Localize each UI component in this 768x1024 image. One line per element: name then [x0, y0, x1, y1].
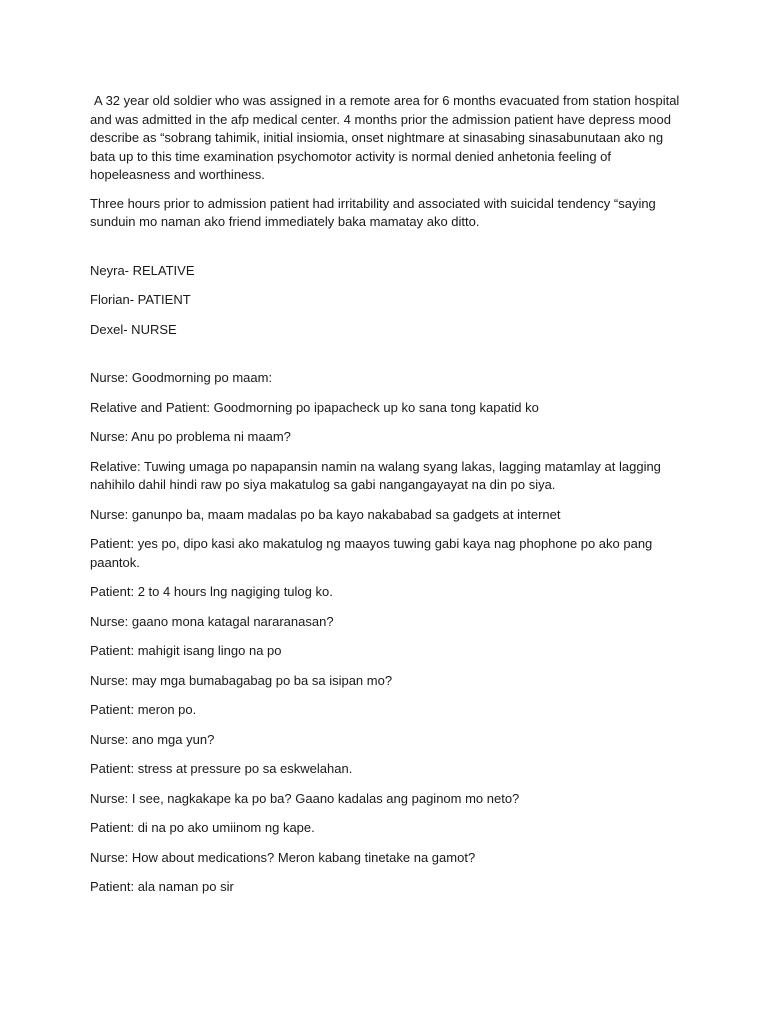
dialogue-line: Nurse: ganunpo ba, maam madalas po ba kayo nakababad sa gadgets at internet [90, 506, 561, 522]
case-description-paragraph: A 32 year old soldier who was assigned in a remote area for 6 months evacuated from station hospital and was admitted in the afp medical center. 4 months prior the admission patient have depress mood describe as “sobrang tahimik, initial insiomia, onset nightmare at sinasabing sinasabunutaan ako ng bata up to this time examination psychomotor activity is normal denied anhetonia feeling of hopeleasness and worthiness. [90, 93, 680, 182]
dialogue-line: Patient: 2 to 4 hours lng nagiging tulog ko. [90, 584, 333, 599]
dialogue-line: Patient: di na po ako umiinom ng kape. [90, 820, 315, 835]
dialogue-line: Patient: ala naman po sir [90, 879, 234, 894]
case-history-paragraph: Three hours prior to admission patient had irritability and associated with suicidal tendency “saying sunduin mo naman ako friend immediately baka mamatay ako ditto. [90, 195, 656, 229]
role-relative: Neyra- RELATIVE [90, 262, 195, 278]
role-patient: Florian- PATIENT [90, 292, 191, 307]
document-page [90, 92, 690, 897]
dialogue-line: Nurse: How about medications? Meron kabang tinetake na gamot? [90, 849, 476, 865]
dialogue-line: Relative and Patient: Goodmorning po ipapacheck up ko sana tong kapatid ko [90, 399, 539, 415]
dialogue-line: Patient: yes po, dipo kasi ako makatulog ng maayos tuwing gabi kaya nag phophone po ako pang paantok. [90, 536, 653, 570]
dialogue-line: Nurse: I see, nagkakape ka po ba? Gaano kadalas ang paginom mo neto? [90, 790, 520, 806]
dialogue-line: Nurse: may mga bumabagabag po ba sa isipan mo? [90, 672, 393, 688]
dialogue-line: Nurse: ano mga yun? [90, 731, 215, 747]
dialogue-line: Relative: Tuwing umaga po napapansin namin na walang syang lakas, lagging matamlay at lagging nahihilo dahil hindi raw po siya makatulog sa gabi nangangayayat na din po siya. [90, 458, 661, 492]
dialogue-line: Patient: meron po. [90, 702, 197, 717]
role-nurse: Dexel- NURSE [90, 321, 177, 337]
dialogue-line: Patient: stress at pressure po sa eskwelahan. [90, 761, 353, 776]
dialogue-line: Nurse: Anu po problema ni maam? [90, 429, 291, 444]
dialogue-line: Patient: mahigit isang lingo na po [90, 643, 282, 658]
dialogue-line: Nurse: Goodmorning po maam: [90, 370, 273, 385]
dialogue-line: Nurse: gaano mona katagal nararanasan? [90, 613, 334, 629]
